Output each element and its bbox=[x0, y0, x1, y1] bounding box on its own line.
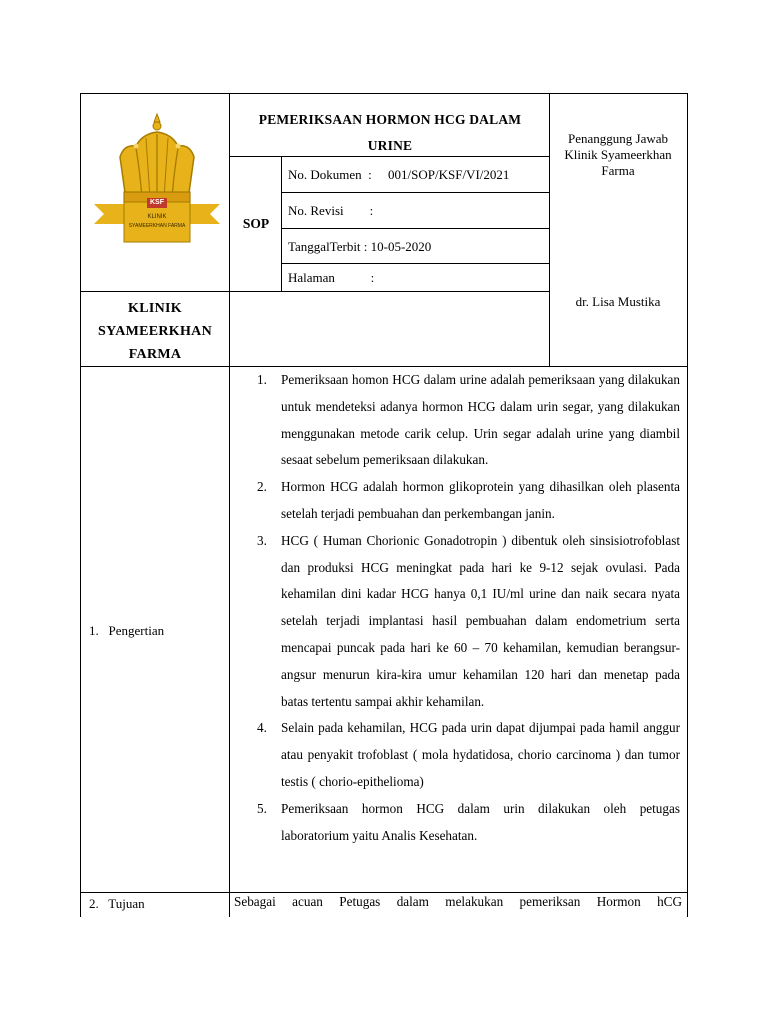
table-border-row-tujuan bbox=[80, 892, 688, 893]
tujuan-text: Sebagai acuan Petugas dalam melakukan pemeriksan Hormon hCG bbox=[234, 894, 682, 909]
list-item bbox=[230, 796, 687, 850]
list-item bbox=[230, 528, 687, 716]
revision-field: No. Revisi : bbox=[288, 203, 374, 218]
pengertian-list bbox=[230, 367, 687, 849]
list-item bbox=[230, 367, 687, 474]
clinic-logo bbox=[90, 112, 224, 252]
section-label-pengertian: 1. Pengertian bbox=[89, 623, 165, 638]
list-item-text: HCG ( Human Chorionic Gonadotropin ) dibentuk oleh sinsisiotrofoblast dan produksi HCG meningkat pada hari ke 9-12 sejak ovulasi. Pada kehamilan dini kadar HCG hanya 0,1 IU/ml urine dan naik secara nyata setelah terjadi implantasi hasil pembuahan dalam endometrium serta mencapai puncak pada hari ke 60 – 70 kehamilan, kemudian berangsur-angsur menurun kira-kira umur kehamilan 120 hari dan menetap pada batas tertentu sampai akhir kehamilan. bbox=[281, 532, 680, 709]
document-title-line1: PEMERIKSAAN HORMON HCG DALAM bbox=[258, 112, 522, 127]
responsible-title bbox=[549, 131, 687, 179]
doc-row-line-2 bbox=[281, 228, 550, 229]
sop-column-divider bbox=[281, 156, 282, 291]
table-border-top bbox=[80, 93, 688, 94]
doc-row-line-1 bbox=[281, 192, 550, 193]
list-item-number: 1. bbox=[257, 372, 267, 387]
responsible-line2: Klinik Syameerkhan bbox=[564, 147, 672, 162]
issue-date-field: TanggalTerbit : 10-05-2020 bbox=[288, 239, 432, 254]
table-border-right bbox=[687, 93, 688, 917]
table-border-row-header bbox=[80, 291, 550, 292]
clinic-name bbox=[81, 297, 229, 366]
list-item-number: 5. bbox=[257, 800, 267, 816]
clinic-name-line2: SYAMEERKHAN bbox=[97, 324, 213, 339]
crown-logo-icon bbox=[90, 112, 224, 252]
list-item-number: 3. bbox=[257, 532, 267, 548]
title-underline bbox=[229, 156, 550, 157]
list-item-text: Selain pada kehamilan, HCG pada urin dapat dijumpai pada hamil anggur atau penyakit trofoblast ( mola hydatidosa, chorio carcinoma ) dan tumor testis ( chorio-epithelioma) bbox=[281, 720, 680, 789]
doc-row-line-3 bbox=[281, 263, 550, 264]
responsible-line1: Penanggung Jawab bbox=[567, 131, 668, 146]
doc-number-field: No. Dokumen : 001/SOP/KSF/VI/2021 bbox=[288, 167, 510, 182]
signer-name: dr. Lisa Mustika bbox=[575, 294, 661, 309]
sop-label: SOP bbox=[242, 216, 270, 231]
logo-badge-text: KSF bbox=[150, 199, 164, 206]
page-field: Halaman : bbox=[288, 270, 375, 285]
list-item-text: Pemeriksaan hormon HCG dalam urin dilakukan oleh petugas laboratorium yaitu Analis Kesehatan. bbox=[281, 800, 680, 843]
responsible-line3: Farma bbox=[601, 163, 635, 178]
logo-ribbon-line1: KLINIK bbox=[147, 214, 167, 220]
list-item bbox=[230, 715, 687, 795]
table-border-left bbox=[80, 93, 81, 917]
list-item-number: 2. bbox=[257, 479, 267, 495]
section-label-tujuan: 2. Tujuan bbox=[89, 896, 145, 911]
document-title-line2: URINE bbox=[367, 138, 413, 153]
list-item-text: Pemeriksaan homon HCG dalam urine adalah pemeriksaan yang dilakukan untuk mendeteksi adanya hormon HCG dalam urin segar, yang dilakukan menggunakan metode carik celup. Urin segar adalah urine yang diambil sesaat sebelum pemeriksaan dilakukan. bbox=[281, 372, 680, 468]
list-item bbox=[230, 474, 687, 528]
logo-ribbon-line2: SYAMEERKHAN FARMA bbox=[128, 223, 186, 229]
clinic-name-line1: KLINIK bbox=[128, 301, 182, 316]
list-item-text: Hormon HCG adalah hormon glikoprotein yang dihasilkan oleh plasenta setelah terjadi pembuahan dan perkembangan janin. bbox=[281, 479, 680, 521]
list-item-number: 4. bbox=[257, 720, 267, 736]
clinic-name-line3: FARMA bbox=[128, 347, 182, 362]
